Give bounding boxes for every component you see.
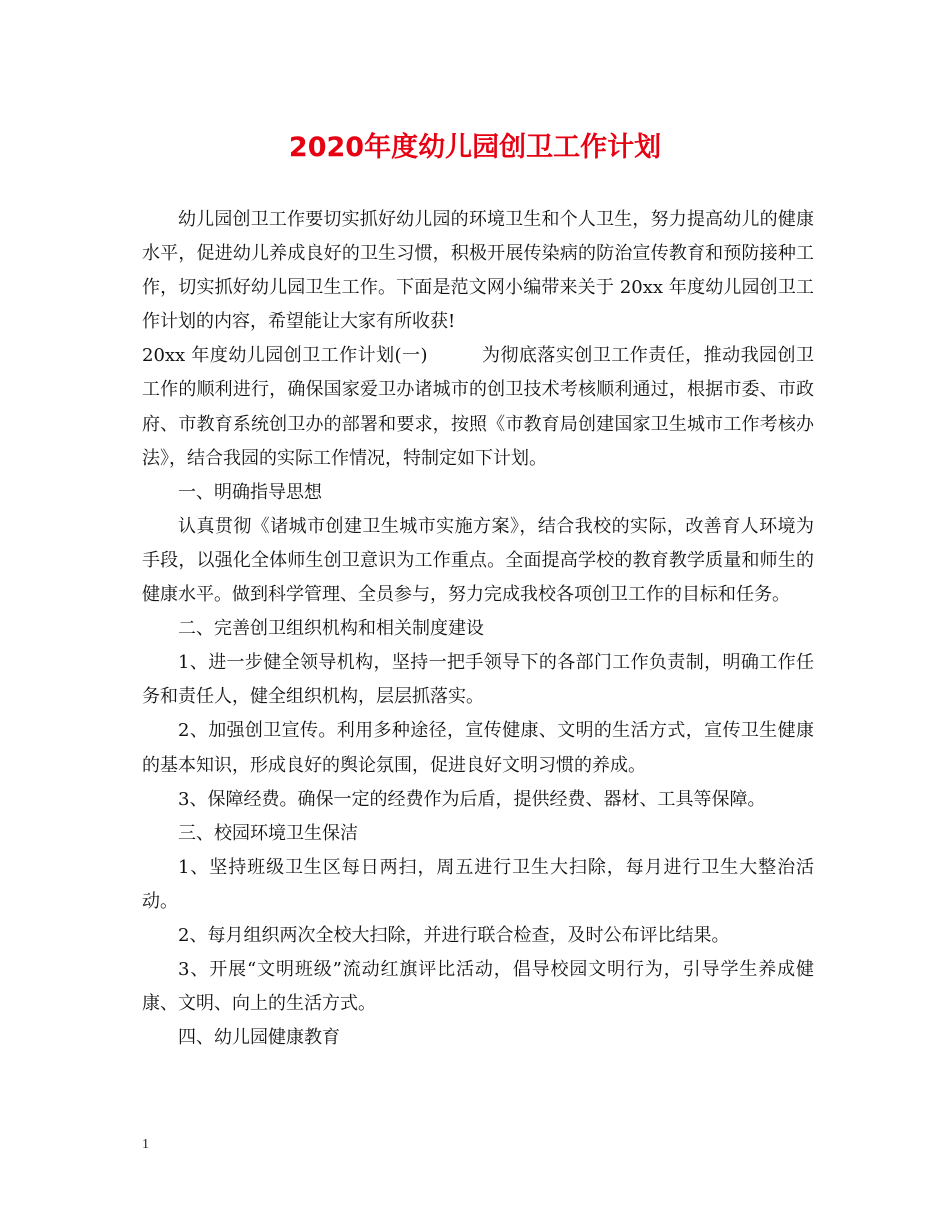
page-number: 1 <box>142 1137 149 1152</box>
document-title: 2020年度幼儿园创卫工作计划 <box>288 132 662 163</box>
section-heading-1: 一、明确指导思想 <box>178 481 322 503</box>
section-2-item-3: 3、保障经费。确保一定的经费作为后盾，提供经费、器材、工具等保障。 <box>178 788 766 810</box>
section-3-item-3: 3、开展“文明班级”流动红旗评比活动，倡导校园文明行为，引导学生养成健康、文明、向上的生活方式。 <box>142 959 814 1015</box>
section-heading-4: 四、幼儿园健康教育 <box>178 1027 340 1049</box>
section-3-item-1: 1、坚持班级卫生区每日两扫，周五进行卫生大扫除，每月进行卫生大整治活动。 <box>142 856 814 912</box>
section-2-item-2: 2、加强创卫宣传。利用多种途径，宣传健康、文明的生活方式，宣传卫生健康的基本知识，形成良好的舆论氛围，促进良好文明习惯的养成。 <box>142 720 814 776</box>
section-heading-2: 二、完善创卫组织机构和相关制度建设 <box>178 618 484 640</box>
plan-heading: 20xx 年度幼儿园创卫工作计划(一) <box>142 345 428 367</box>
document-body <box>142 203 814 1055</box>
section-2-item-1: 1、进一步健全领导机构，坚持一把手领导下的各部门工作负责制，明确工作任务和责任人，健全组织机构，层层抓落实。 <box>142 652 814 708</box>
section-3-item-2: 2、每月组织两次全校大扫除，并进行联合检查，及时公布评比结果。 <box>178 924 730 946</box>
plan-intro-text: 为彻底落实创卫工作责任，推动我园创卫工作的顺利进行，确保国家爱卫办诸城市的创卫技术考核顺利通过，根据市委、市政府、市教育系统创卫办的部署和要求，按照《市教育局创建国家卫生城市工作考核办法》，结合我园的实际工作情况，特制定如下计划。 <box>142 345 814 469</box>
plan-paragraph <box>142 339 814 475</box>
section-1-paragraph: 认真贯彻《诸城市创建卫生城市实施方案》，结合我校的实际，改善育人环境为手段，以强化全体师生创卫意识为工作重点。全面提高学校的教育教学质量和师生的健康水平。做到科学管理、全员参与，努力完成我校各项创卫工作的目标和任务。 <box>142 515 814 606</box>
section-heading-3: 三、校园环境卫生保洁 <box>178 822 358 844</box>
intro-paragraph: 幼儿园创卫工作要切实抓好幼儿园的环境卫生和个人卫生，努力提高幼儿的健康水平，促进幼儿养成良好的卫生习惯，积极开展传染病的防治宣传教育和预防接种工作，切实抓好幼儿园卫生工作。下面是范文网小编带来关于 20xx 年度幼儿园创卫工作计划的内容，希望能让大家有所收获! <box>142 209 814 333</box>
